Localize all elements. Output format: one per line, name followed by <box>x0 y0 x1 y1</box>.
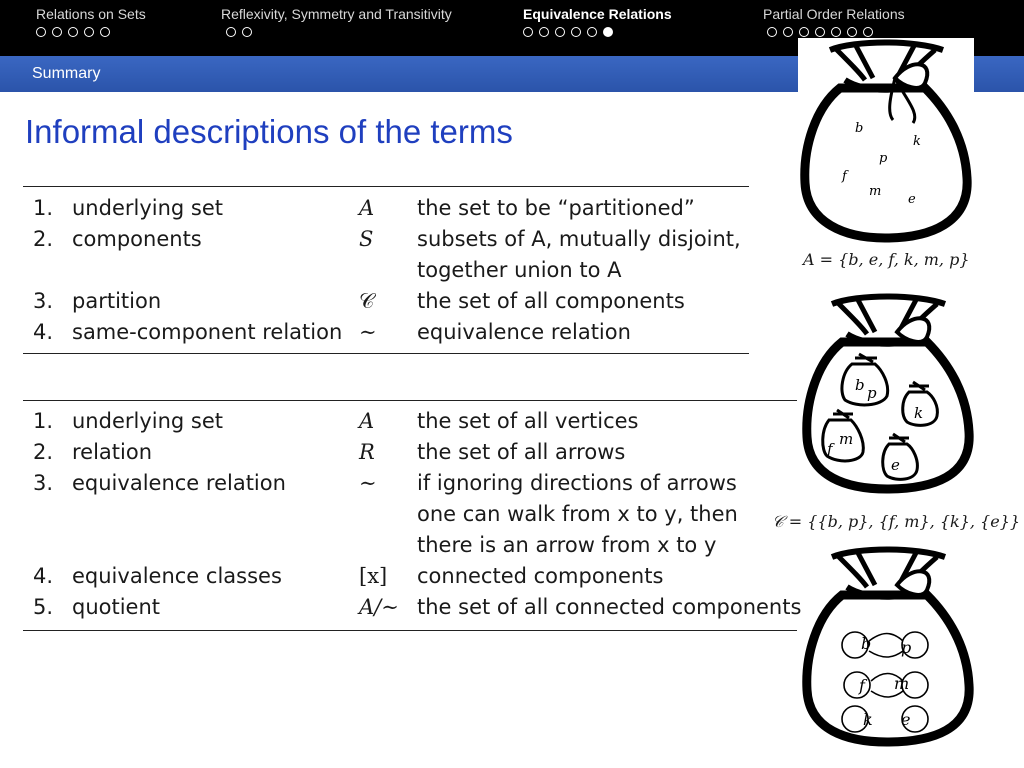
table-row <box>23 224 749 255</box>
bag-element-letter: m <box>869 184 882 199</box>
row-description: there is an arrow from x to y <box>417 533 717 557</box>
partition-terms-table <box>23 186 749 354</box>
bag-element-letter: f <box>859 676 865 695</box>
bag-of-graph-icon <box>797 545 977 750</box>
nav-slide-dot[interactable] <box>68 27 78 37</box>
bag-element-letter: e <box>891 456 900 474</box>
table-row <box>23 499 797 530</box>
row-term: partition <box>72 289 162 313</box>
nav-slide-dot[interactable] <box>783 27 793 37</box>
row-symbol: R <box>359 440 375 464</box>
nav-slide-dot[interactable] <box>226 27 236 37</box>
nav-slide-dot[interactable] <box>831 27 841 37</box>
nav-section-reflexivity[interactable] <box>221 6 452 37</box>
set-a-caption: A = {b, e, f, k, m, p} <box>803 250 970 269</box>
bag-element-letter: f <box>827 440 833 458</box>
nav-slide-dot[interactable] <box>571 27 581 37</box>
bag-element-letter: m <box>839 430 854 448</box>
row-description: subsets of A, mutually disjoint, <box>417 227 741 251</box>
bag-element-letter: b <box>855 121 864 136</box>
nav-slide-dot[interactable] <box>36 27 46 37</box>
row-number: 4. <box>33 320 54 344</box>
nav-slide-dot[interactable] <box>815 27 825 37</box>
row-term: same-component relation <box>72 320 343 344</box>
row-term: equivalence relation <box>72 471 286 495</box>
nav-section-title[interactable]: Reflexivity, Symmetry and Transitivity <box>221 6 452 22</box>
bag-element-letter: p <box>867 384 877 402</box>
row-description: if ignoring directions of arrows <box>417 471 737 495</box>
bag-of-elements-icon <box>795 38 975 246</box>
table-row <box>23 193 749 224</box>
nav-slide-dot[interactable] <box>242 27 252 37</box>
row-description: the set of all components <box>417 289 685 313</box>
bag-element-letter: p <box>901 638 912 657</box>
row-term: components <box>72 227 202 251</box>
nav-slide-dot[interactable] <box>84 27 94 37</box>
row-number: 1. <box>33 409 54 433</box>
nav-slide-dot[interactable] <box>555 27 565 37</box>
nav-slide-dot[interactable] <box>799 27 809 37</box>
nav-slide-dot[interactable] <box>847 27 857 37</box>
row-number: 5. <box>33 595 54 619</box>
bag-element-letter: p <box>879 151 888 166</box>
nav-slide-dots <box>767 27 905 37</box>
graph-terms-table <box>23 400 802 631</box>
bag-element-letter: e <box>908 192 916 207</box>
nav-slide-dots <box>36 27 146 37</box>
nav-slide-dot[interactable] <box>767 27 777 37</box>
partition-caption: 𝒞 = {{b, p}, {f, m}, {k}, {e}} <box>772 512 1021 531</box>
nav-section-partial-order[interactable] <box>763 6 905 37</box>
bag-element-letter: b <box>861 634 872 653</box>
row-term: underlying set <box>72 196 224 220</box>
table-row <box>23 406 797 437</box>
bag-element-letter: b <box>855 376 865 394</box>
row-number: 3. <box>33 289 54 313</box>
row-description: connected components <box>417 564 664 588</box>
row-description: the set of all vertices <box>417 409 639 433</box>
table-row <box>23 530 797 561</box>
row-term: equivalence classes <box>72 564 282 588</box>
nav-slide-dot-current[interactable] <box>603 27 613 37</box>
page-title: Informal descriptions of the terms <box>25 113 513 150</box>
row-description: one can walk from x to y, then <box>417 502 738 526</box>
nav-slide-dot[interactable] <box>587 27 597 37</box>
row-number: 2. <box>33 227 54 251</box>
table-row <box>23 286 749 317</box>
nav-slide-dots <box>523 27 672 37</box>
nav-section-title[interactable]: Equivalence Relations <box>523 6 672 22</box>
nav-slide-dot[interactable] <box>52 27 62 37</box>
row-description: together union to A <box>417 258 622 282</box>
nav-slide-dot[interactable] <box>863 27 873 37</box>
row-term: underlying set <box>72 409 224 433</box>
row-symbol: [x] <box>359 564 388 588</box>
row-symbol: ∼ <box>359 471 377 495</box>
row-symbol: A <box>359 409 375 433</box>
nav-slide-dot[interactable] <box>539 27 549 37</box>
table-row <box>23 437 797 468</box>
row-description: the set of all arrows <box>417 440 626 464</box>
bag-element-letter: f <box>842 169 847 184</box>
row-symbol: 𝒞 <box>359 289 375 313</box>
row-number: 3. <box>33 471 54 495</box>
row-description: equivalence relation <box>417 320 631 344</box>
table-row <box>23 468 797 499</box>
bag-of-bags-icon <box>797 292 977 497</box>
row-number: 1. <box>33 196 54 220</box>
table-row <box>23 255 749 286</box>
table-row <box>23 592 802 623</box>
bag-element-letter: k <box>914 404 924 422</box>
row-symbol: S <box>359 227 374 251</box>
row-description: the set to be “partitioned” <box>417 196 695 220</box>
bag-element-letter: k <box>913 134 921 149</box>
bag-element-letter: k <box>863 710 873 729</box>
nav-section-title[interactable]: Partial Order Relations <box>763 6 905 22</box>
row-symbol: A <box>359 196 375 220</box>
subsection-title[interactable]: Summary <box>32 65 101 82</box>
row-symbol: A/∼ <box>359 595 399 619</box>
nav-slide-dots <box>226 27 452 37</box>
table-row <box>23 317 749 348</box>
row-symbol: ∼ <box>359 320 377 344</box>
bag-element-letter: e <box>901 710 911 729</box>
row-term: relation <box>72 440 153 464</box>
nav-slide-dot[interactable] <box>523 27 533 37</box>
row-number: 4. <box>33 564 54 588</box>
row-term: quotient <box>72 595 161 619</box>
bag-element-letter: m <box>894 674 910 693</box>
nav-section-title[interactable]: Relations on Sets <box>36 6 146 22</box>
row-description: the set of all connected components <box>417 595 802 619</box>
nav-slide-dot[interactable] <box>100 27 110 37</box>
table-row <box>23 561 797 592</box>
nav-section-equivalence-relations[interactable] <box>523 6 672 37</box>
row-number: 2. <box>33 440 54 464</box>
nav-section-relations-on-sets[interactable] <box>36 6 146 37</box>
